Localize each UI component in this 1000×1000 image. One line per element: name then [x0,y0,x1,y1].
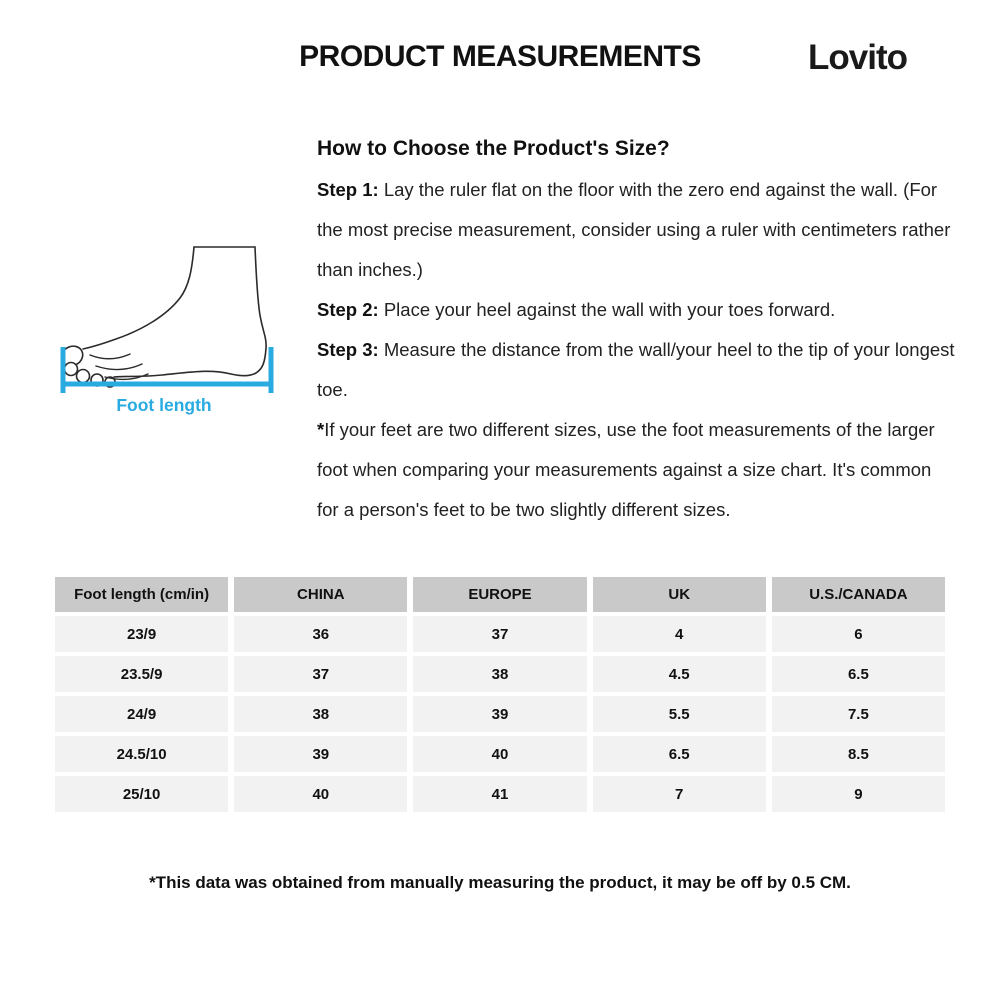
table-cell: 9 [772,776,945,812]
table-cell: 40 [413,736,586,772]
page-title: PRODUCT MEASUREMENTS [299,40,701,73]
step-2 [317,290,957,330]
toe-2 [65,363,78,376]
table-cell: 39 [413,696,586,732]
step-1-text: Lay the ruler flat on the floor with the zero end against the wall. (For the most precise measurement, consider using a ruler with centimeters rather than inches.) [317,179,951,280]
table-cell: 4.5 [593,656,766,692]
table-cell: 36 [234,616,407,652]
table-cell: 40 [234,776,407,812]
sizing-instructions [317,134,957,530]
col-header-uk: UK [593,577,766,612]
table-cell: 23/9 [55,616,228,652]
table-cell: 5.5 [593,696,766,732]
foot-outline-right [114,247,266,377]
feet-size-note [317,410,957,530]
step-2-label: Step 2: [317,299,379,320]
step-2-text: Place your heel against the wall with your toes forward. [378,299,836,320]
foot-illustration [50,236,278,396]
toe-3 [77,370,90,383]
table-cell: 6 [772,616,945,652]
table-cell: 8.5 [772,736,945,772]
foot-outline-top [83,247,194,349]
table-cell: 6.5 [772,656,945,692]
table-cell: 7 [593,776,766,812]
toe-crease-1 [90,354,130,359]
toe-crease-2 [96,364,142,370]
table-cell: 38 [234,696,407,732]
table-cell: 25/10 [55,776,228,812]
table-cell: 24/9 [55,696,228,732]
table-cell: 6.5 [593,736,766,772]
table-cell: 39 [234,736,407,772]
table-cell: 7.5 [772,696,945,732]
instructions-heading: How to Choose the Product's Size? [317,137,670,160]
feet-size-note-text: If your feet are two different sizes, use the foot measurements of the larger foot when comparing your measurements against a size chart. It's common for a person's feet to be two slightly different sizes. [317,419,935,520]
step-1-label: Step 1: [317,179,379,200]
table-cell: 4 [593,616,766,652]
table-cell: 41 [413,776,586,812]
col-header-us-canada: U.S./CANADA [772,577,945,612]
table-cell: 37 [413,616,586,652]
step-3-text: Measure the distance from the wall/your heel to the tip of your longest toe. [317,339,955,400]
feet-size-note-asterisk: * [317,419,325,440]
size-conversion-table [55,577,945,812]
measurement-disclaimer: *This data was obtained from manually measuring the product, it may be off by 0.5 CM. [149,873,851,892]
col-header-china: CHINA [234,577,407,612]
step-1 [317,170,957,290]
foot-length-label: Foot length [116,395,212,415]
step-3-label: Step 3: [317,339,379,360]
table-cell: 37 [234,656,407,692]
step-3 [317,330,957,410]
table-cell: 38 [413,656,586,692]
table-cell: 24.5/10 [55,736,228,772]
col-header-foot-length: Foot length (cm/in) [55,577,228,612]
foot-diagram [50,236,278,396]
table-cell: 23.5/9 [55,656,228,692]
brand-logo: Lovito [808,38,907,77]
col-header-europe: EUROPE [413,577,586,612]
